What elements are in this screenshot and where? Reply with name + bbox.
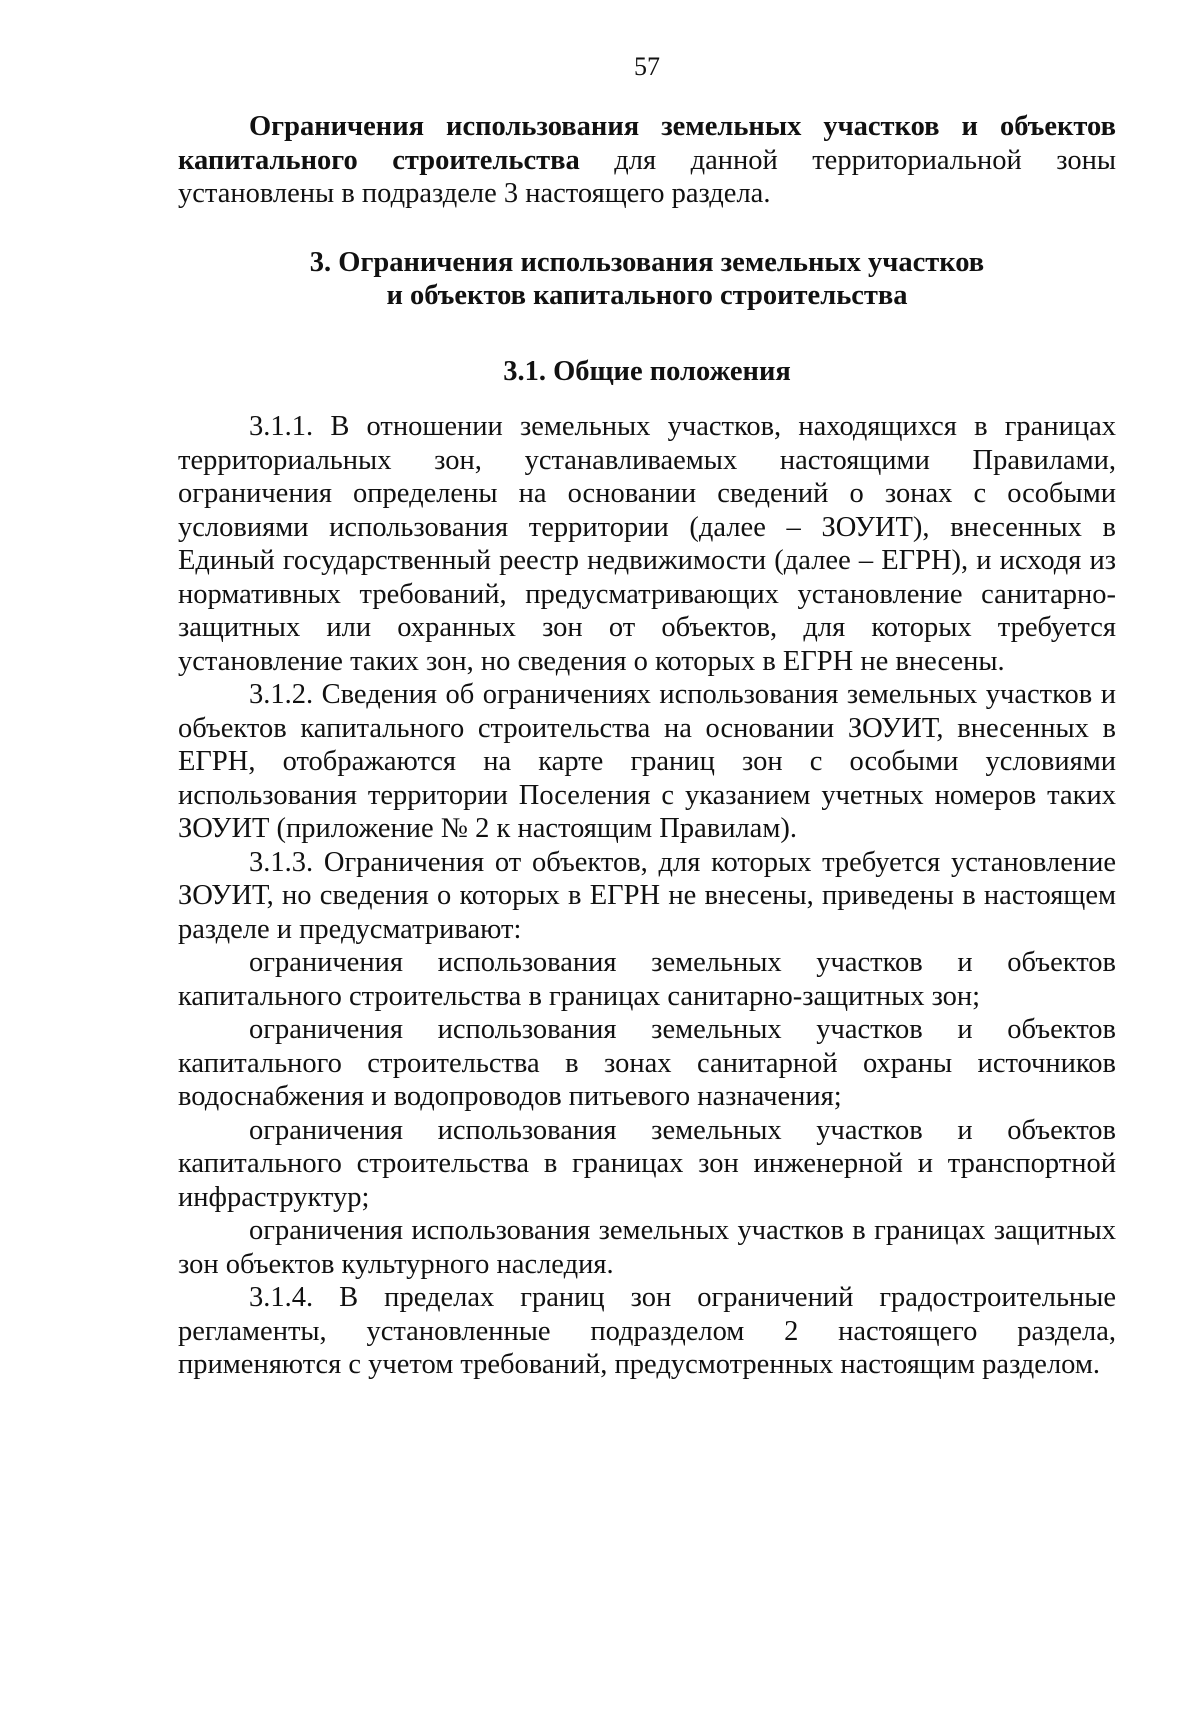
section-heading-line-1: 3. Ограничения использования земельных участков [309, 246, 985, 278]
paragraph-3-1-1: 3.1.1. В отношении земельных участков, находящихся в границах территориальных зон, устанавливаемых настоящими Правилами, ограничения определены на основании сведений о зонах с особыми условиями использования территории (далее – ЗОУИТ), внесенных в Единый государственный реестр недвижимости (далее – ЕГРН), и исходя из нормативных требований, предусматривающих установление санитарно-защитных или охранных зон от объектов, для которых требуется установление таких зон, но сведения о которых в ЕГРН не внесены. [178, 411, 1116, 677]
intro-paragraph [178, 110, 1116, 211]
subsection-heading: 3.1. Общие положения [503, 355, 791, 387]
list-item-sanitary-zones: ограничения использования земельных участков и объектов капитального строительства в границах санитарно-защитных зон; [178, 947, 1116, 1012]
paragraph-3-1-2: 3.1.2. Сведения об ограничениях использования земельных участков и объектов капитального строительства на основании ЗОУИТ, внесенных в ЕГРН, отображаются на карте границ зон с особыми условиями использования территории Поселения с указанием учетных номеров таких ЗОУИТ (приложение № 2 к настоящим Правилам). [178, 679, 1116, 844]
section-heading-line-2: и объектов капитального строительства [386, 280, 908, 311]
paragraph-3-1-3: 3.1.3. Ограничения от объектов, для которых требуется установление ЗОУИТ, но сведения о которых в ЕГРН не внесены, приведены в настоящем разделе и предусматривают: [178, 846, 1116, 945]
section-heading [178, 246, 1116, 313]
list-item-infrastructure-zones: ограничения использования земельных участков и объектов капитального строительства в границах зон инженерной и транспортной инфраструктур; [178, 1114, 1116, 1213]
list-item-heritage-zones: ограничения использования земельных участков в границах защитных зон объектов культурного наследия. [178, 1215, 1116, 1280]
list-item-water-protection: ограничения использования земельных участков и объектов капитального строительства в зонах санитарной охраны источников водоснабжения и водопроводов питьевого назначения; [178, 1014, 1116, 1112]
intro-bold-text: Ограничения использования земельных участков и объектов капитального строительства [178, 111, 1116, 176]
intro-regular-text: для данной территориальной зоны установлены в подразделе 3 настоящего раздела. [178, 144, 1116, 209]
paragraph-3-1-4: 3.1.4. В пределах границ зон ограничений градостроительные регламенты, установленные подразделом 2 настоящего раздела, применяются с учетом требований, предусмотренных настоящим разделом. [178, 1282, 1116, 1380]
document-page [178, 52, 1116, 1382]
page-number: 57 [634, 52, 660, 81]
